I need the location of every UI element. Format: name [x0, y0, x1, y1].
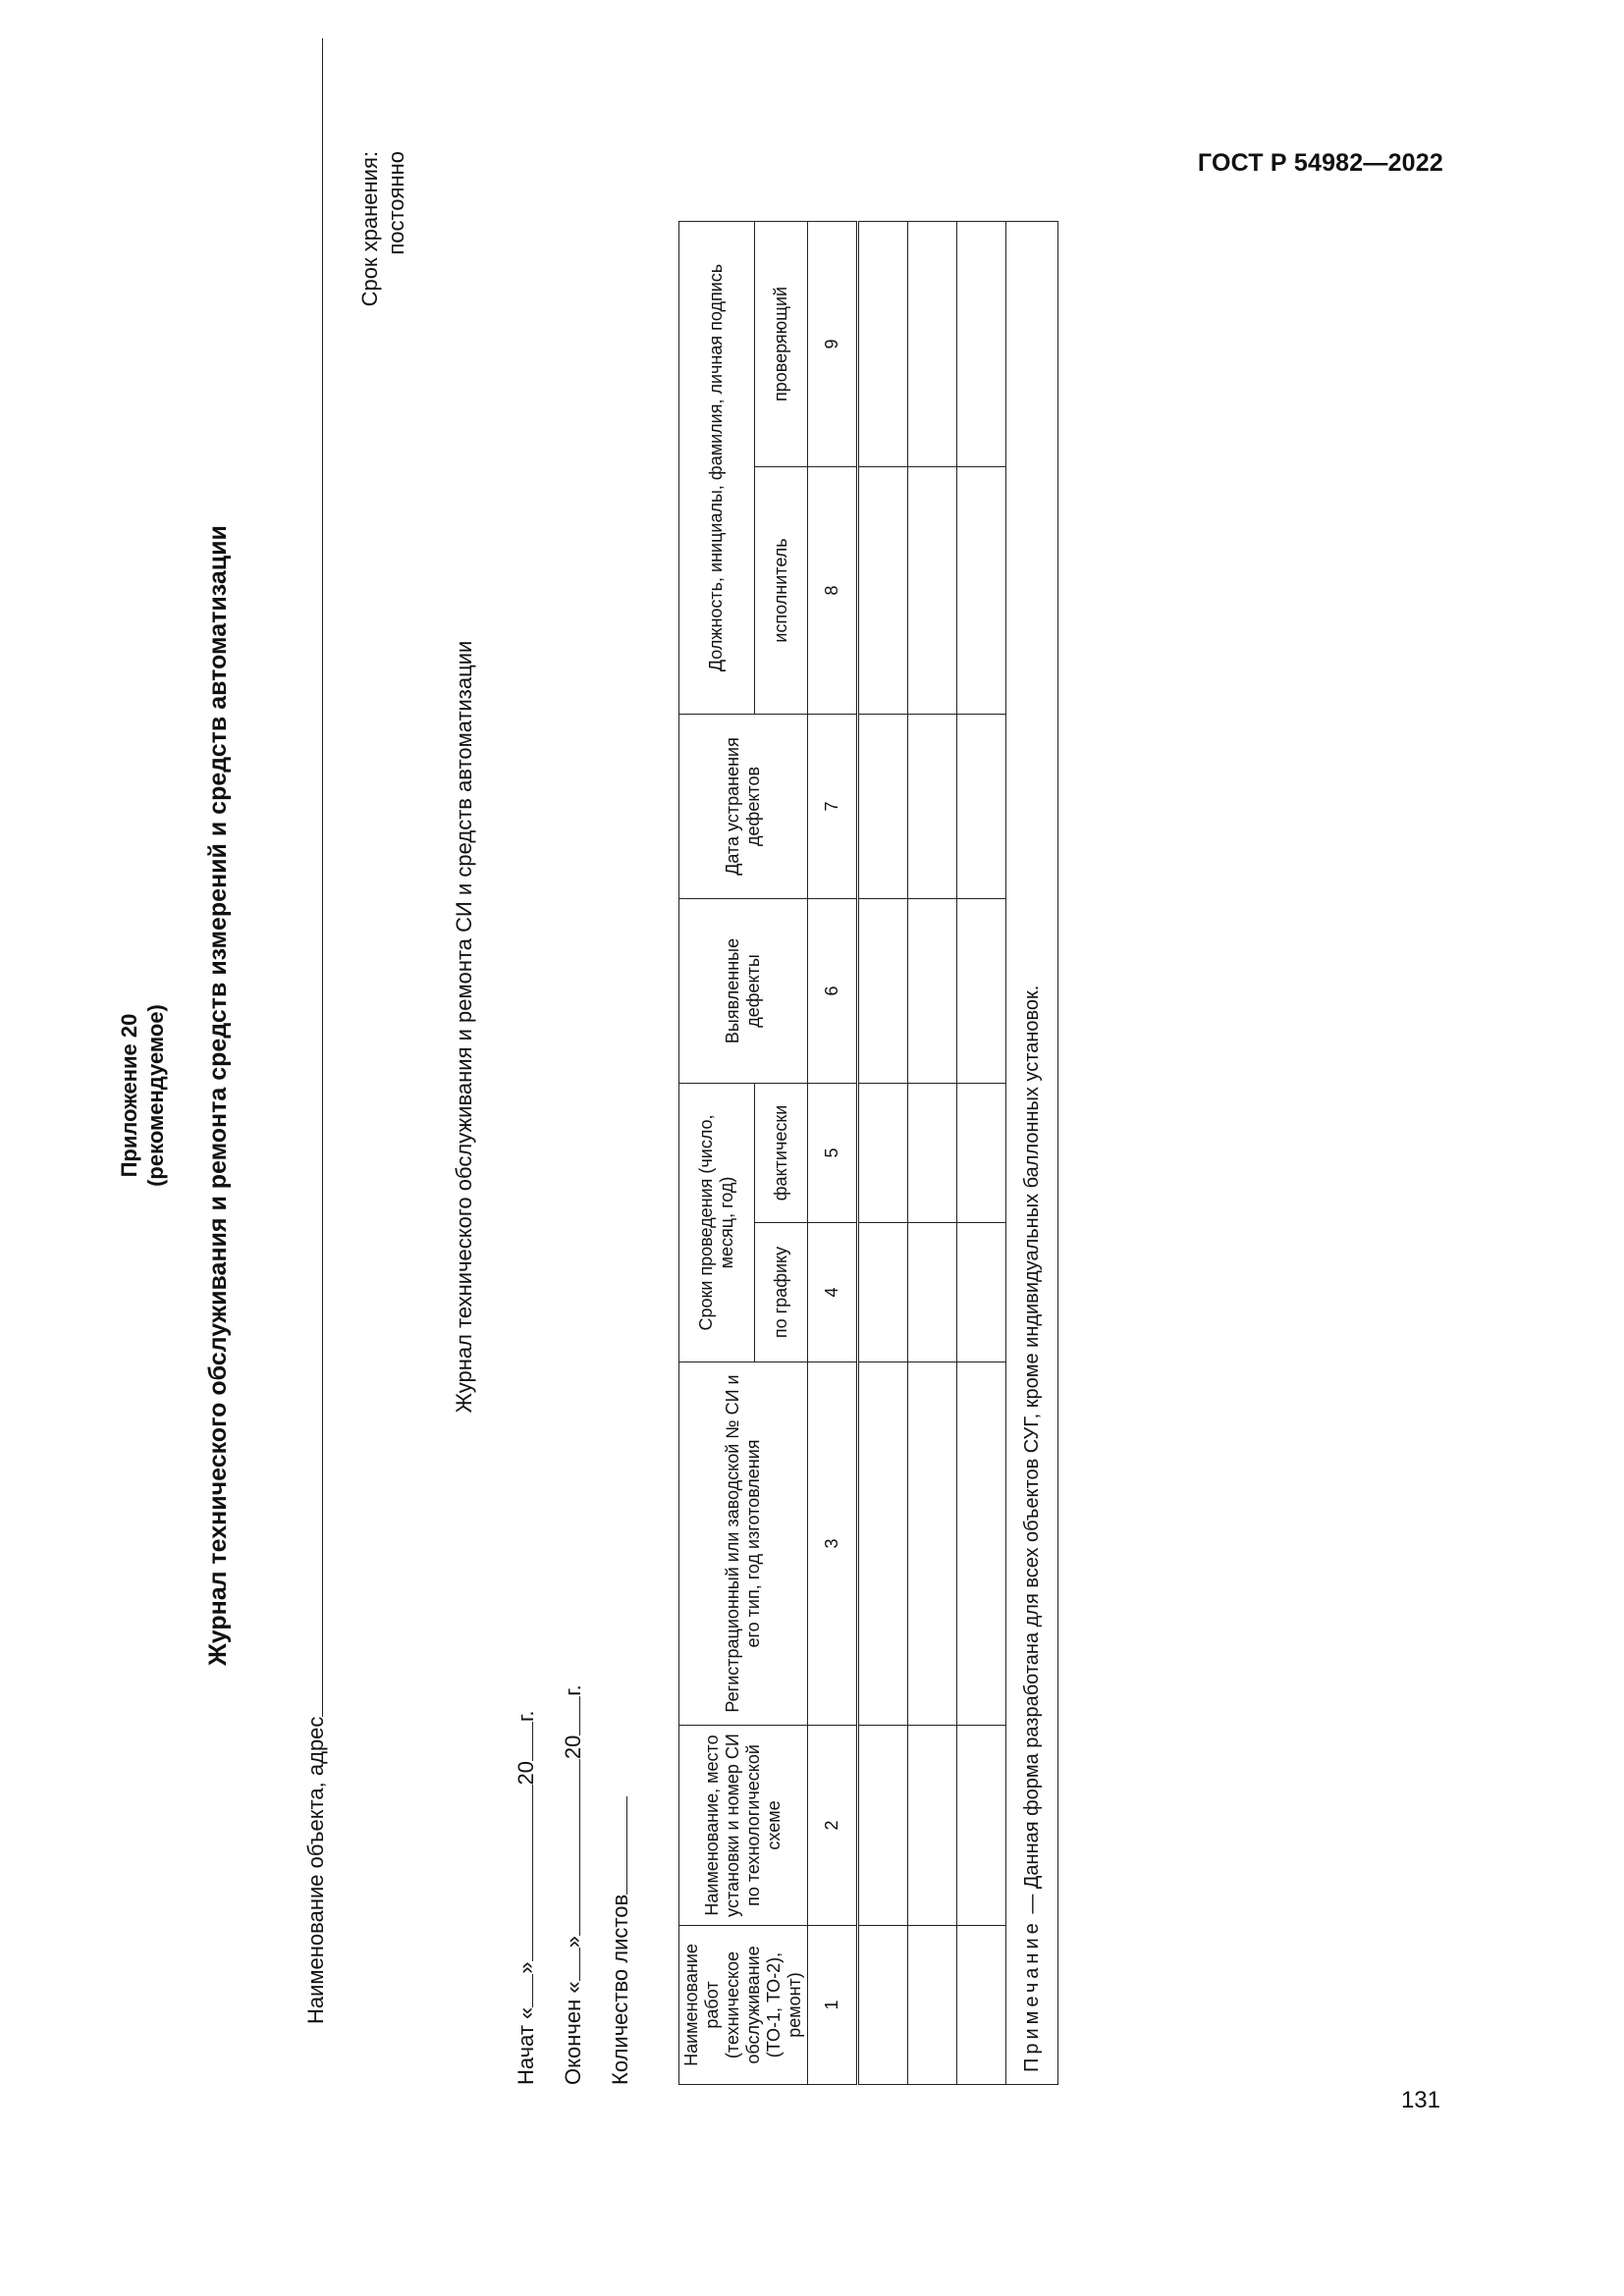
appendix-heading — [116, 106, 169, 2085]
table-cell[interactable] — [858, 1223, 908, 1362]
table-cell[interactable] — [908, 1223, 957, 1362]
column-number: 7 — [808, 714, 858, 898]
column-number: 9 — [808, 221, 858, 466]
table-cell[interactable] — [858, 221, 908, 466]
table-cell[interactable] — [908, 466, 957, 714]
header-scheduled: по графику — [754, 1223, 807, 1362]
table-cell[interactable] — [858, 1083, 908, 1222]
column-number: 3 — [808, 1362, 858, 1726]
header-installation: Наименование, место установки и номер СИ по технологической схеме — [679, 1726, 808, 1926]
finished-quote: » — [561, 1936, 585, 1949]
table-cell[interactable] — [858, 714, 908, 898]
table-cell[interactable] — [858, 1926, 908, 2085]
table-cell[interactable] — [908, 1726, 957, 1926]
finished-year-suffix: г. — [561, 1684, 585, 1696]
journal-subtitle: Журнал технического обслуживания и ремонта СИ и средств автоматизации — [452, 640, 476, 1414]
storage-label: Срок хранения: — [357, 151, 382, 307]
object-blank-line[interactable] — [300, 38, 323, 1717]
finished-year-prefix: 20 — [561, 1735, 585, 1760]
main-title: Журнал технического обслуживания и ремонта средств измерений и средств автоматизации — [204, 525, 232, 1666]
storage-period — [356, 151, 409, 446]
table-cell[interactable] — [957, 466, 1006, 714]
rotated-form-area — [116, 106, 1098, 2085]
header-defects: Выявленные дефекты — [679, 898, 808, 1083]
table-cell[interactable] — [957, 1223, 1006, 1362]
finished-month-blank[interactable] — [558, 1759, 580, 1936]
sheets-label: Количество листов — [608, 1894, 632, 2085]
finished-day-blank[interactable] — [558, 1948, 580, 1981]
table-cell[interactable] — [858, 1362, 908, 1726]
table-cell[interactable] — [957, 714, 1006, 898]
sheets-count-line — [605, 1796, 633, 2085]
table-note — [1006, 221, 1058, 2084]
table-row — [858, 221, 908, 2084]
started-year-prefix: 20 — [514, 1760, 538, 1786]
table-cell[interactable] — [858, 466, 908, 714]
appendix-subtitle: (рекомендуемое) — [143, 1004, 168, 1187]
header-dates-group: Сроки проведения (число, месяц, год) — [679, 1083, 755, 1362]
started-day-blank[interactable] — [511, 1974, 533, 2007]
table-cell[interactable] — [957, 898, 1006, 1083]
finished-date-line — [558, 1684, 586, 2085]
table-cell[interactable] — [957, 1362, 1006, 1726]
started-quote: » — [514, 1961, 538, 1974]
table-cell[interactable] — [908, 898, 957, 1083]
table-cell[interactable] — [957, 1726, 1006, 1926]
journal-table — [678, 221, 1058, 2085]
column-number: 1 — [808, 1926, 858, 2085]
table-row — [957, 221, 1006, 2084]
table-cell[interactable] — [908, 1083, 957, 1222]
table-cell[interactable] — [908, 1362, 957, 1726]
storage-value: постоянно — [384, 151, 408, 255]
table-row — [908, 221, 957, 2084]
page-number: 131 — [1400, 2087, 1440, 2113]
finished-label: Окончен « — [561, 1981, 585, 2085]
started-year-blank[interactable] — [511, 1722, 533, 1761]
table-cell[interactable] — [957, 1926, 1006, 2085]
started-label: Начат « — [514, 2006, 538, 2085]
started-date-line — [511, 1711, 539, 2085]
header-work-name: Наименование работ (техническое обслуживание (ТО-1, ТО-2), ремонт) — [679, 1926, 808, 2085]
table-cell[interactable] — [858, 1726, 908, 1926]
table-cell[interactable] — [957, 1083, 1006, 1222]
column-number: 5 — [808, 1083, 858, 1222]
standard-code: ГОСТ Р 54982—2022 — [1197, 149, 1443, 177]
column-number: 4 — [808, 1223, 858, 1362]
column-number: 6 — [808, 898, 858, 1083]
header-inspector: проверяющий — [754, 221, 807, 466]
header-executor: исполнитель — [754, 466, 807, 714]
column-numbers-row — [808, 221, 858, 2084]
sheets-blank[interactable] — [605, 1796, 627, 1895]
started-year-suffix: г. — [514, 1710, 538, 1722]
table-cell[interactable] — [908, 1926, 957, 2085]
started-month-blank[interactable] — [511, 1785, 533, 1961]
header-fix-date: Дата устранения дефектов — [679, 714, 808, 898]
object-name-line — [300, 38, 329, 2024]
header-serial-number: Регистрационный или заводской № СИ и его тип, год изготовления — [679, 1362, 808, 1726]
table-cell[interactable] — [908, 714, 957, 898]
note-row — [1006, 221, 1058, 2084]
object-label: Наименование объекта, адрес — [303, 1716, 328, 2024]
table-cell[interactable] — [957, 221, 1006, 466]
table-cell[interactable] — [908, 221, 957, 466]
note-label: Примечание — [1020, 1919, 1043, 2072]
column-number: 2 — [808, 1726, 858, 1926]
finished-year-blank[interactable] — [558, 1696, 580, 1735]
note-text: — Данная форма разработана для всех объектов СУГ, кроме индивидуальных баллонных установок. — [1020, 985, 1043, 1920]
header-signature-group: Должность, инициалы, фамилия, личная подпись — [679, 221, 755, 714]
table-cell[interactable] — [858, 898, 908, 1083]
appendix-title: Приложение 20 — [117, 1013, 141, 1178]
column-number: 8 — [808, 466, 858, 714]
header-actual: фактически — [754, 1083, 807, 1222]
